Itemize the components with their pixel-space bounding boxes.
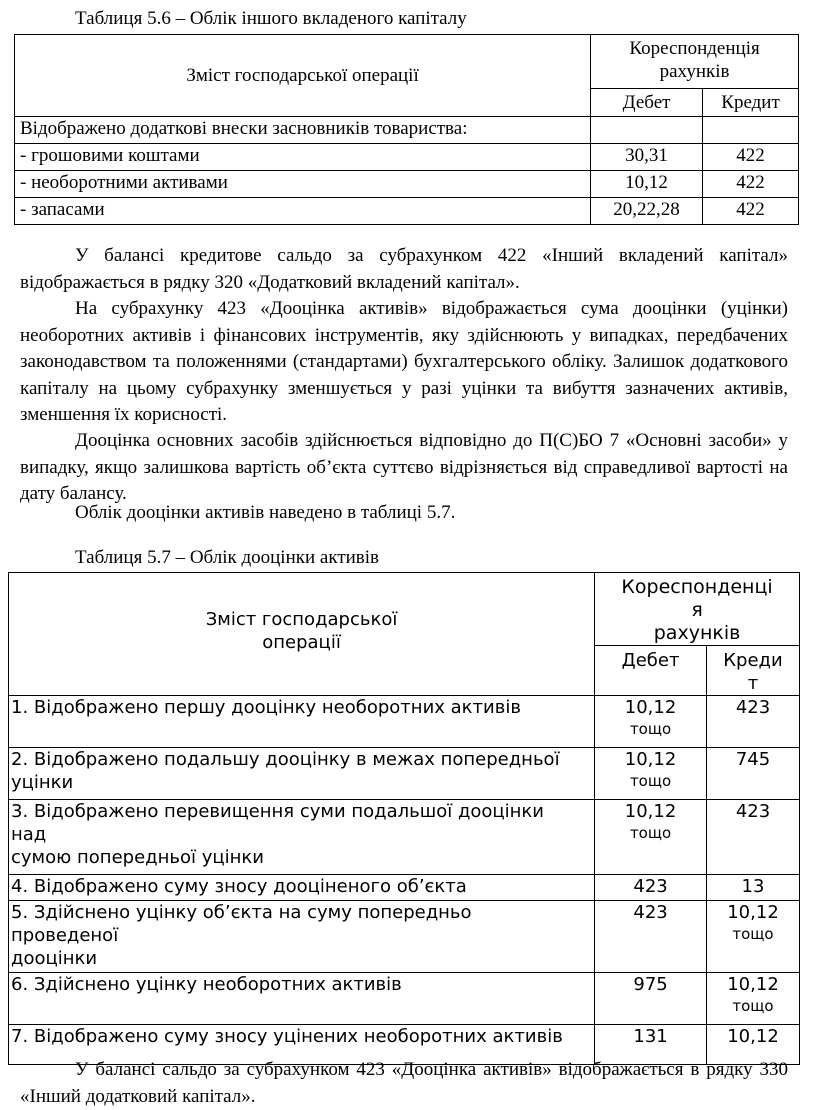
op-line: сумою попередньої уцінки xyxy=(11,847,264,868)
op-line: 2. Відображено подальшу дооцінку в межах попередньої xyxy=(11,749,560,770)
debit-value: 423 xyxy=(633,902,668,923)
table2-header-correspondence xyxy=(595,573,800,646)
table2-debit xyxy=(595,696,707,748)
op-line: 1. Відображено першу дооцінку необоротних активів xyxy=(11,697,521,718)
credit-value: 423 xyxy=(735,801,771,822)
table2-op xyxy=(9,901,595,973)
table2-credit xyxy=(707,901,800,973)
op-line: 3. Відображено перевищення суми подальшої дооцінки xyxy=(11,801,545,822)
table-row xyxy=(9,875,800,901)
table1-op: - необоротними активами xyxy=(15,171,591,198)
table2-debit xyxy=(595,973,707,1025)
table2-op xyxy=(9,748,595,800)
table2-op xyxy=(9,973,595,1025)
credit-value: 745 xyxy=(735,749,771,770)
table2-header-corr-line2: я xyxy=(691,599,703,621)
table2-credit xyxy=(707,800,800,875)
table2-header-credit xyxy=(707,646,800,696)
table1-op: - запасами xyxy=(15,198,591,225)
table2-header-op-line2: операції xyxy=(262,632,341,653)
table-row xyxy=(9,901,800,973)
debit-note: тощо xyxy=(629,772,672,790)
table1 xyxy=(14,34,799,225)
table2-header-debit: Дебет xyxy=(595,646,707,696)
table-row xyxy=(9,800,800,875)
table-row xyxy=(9,696,800,748)
table2-credit xyxy=(707,696,800,748)
op-line: 5. Здійснено уцінку об’єкта на суму попередньо xyxy=(11,902,472,923)
table-row xyxy=(9,973,800,1025)
table2-header-operation xyxy=(9,573,595,696)
op-line: над xyxy=(11,824,47,845)
table2-header-op-line1: Зміст господарської xyxy=(205,609,398,630)
table2-debit xyxy=(595,748,707,800)
debit-note: тощо xyxy=(629,824,672,842)
table1-header-debit: Дебет xyxy=(591,89,703,117)
debit-value: 131 xyxy=(633,1026,668,1047)
table1-op: Відображено додаткові внески засновників товариства: xyxy=(15,117,591,144)
table1-debit: 20,22,28 xyxy=(591,198,703,225)
table2-credit xyxy=(707,875,800,901)
table2-caption: Таблиця 5.7 – Облік дооцінки активів xyxy=(75,547,380,568)
table2-op xyxy=(9,696,595,748)
table-row xyxy=(15,198,799,225)
table1-credit xyxy=(703,117,799,144)
debit-value: 10,12 xyxy=(624,801,677,822)
credit-value: 10,12 xyxy=(727,1026,779,1047)
credit-value: 10,12 xyxy=(727,902,779,923)
table2 xyxy=(8,572,800,1065)
table2-header-corr-line1: Кореспонденці xyxy=(621,576,773,598)
paragraph-revaluation: Дооцінка основних засобів здійснюється відповідно до П(С)БО 7 «Основні засоби» у випадку, якщо залишкова вартість об’єкта суттєво відрізняється від справедливої вартості на дату балансу. xyxy=(20,430,788,504)
table1-debit xyxy=(591,117,703,144)
table1-debit: 30,31 xyxy=(591,144,703,171)
table2-debit xyxy=(595,800,707,875)
table2-debit xyxy=(595,875,707,901)
op-line: 6. Здійснено уцінку необоротних активів xyxy=(11,974,402,995)
paragraph-balance-422: У балансі кредитове сальдо за субрахунком 422 «Інший вкладений капітал» відображається в рядку 320 «Додатковий вкладений капітал». xyxy=(20,245,788,293)
debit-value: 10,12 xyxy=(624,697,677,718)
debit-note: тощо xyxy=(629,720,672,738)
paragraph-balance-423: У балансі сальдо за субрахунком 423 «Дооцінка активів» відображається в рядку 330 «Інший додатковий капітал». xyxy=(20,1059,788,1107)
table1-credit: 422 xyxy=(703,198,799,225)
table-row xyxy=(15,117,799,144)
paragraph-table-reference: Облік дооцінки активів наведено в таблиці 5.7. xyxy=(75,502,456,523)
table1-header-credit: Кредит xyxy=(703,89,799,117)
table2-credit xyxy=(707,748,800,800)
table2-clip xyxy=(8,572,801,1047)
table-row xyxy=(15,144,799,171)
table-row xyxy=(15,171,799,198)
table2-debit xyxy=(595,901,707,973)
table2-op xyxy=(9,800,595,875)
table2-header-credit-line1: Креди xyxy=(723,650,783,671)
credit-value: 423 xyxy=(735,697,771,718)
table2-header-credit-line2: т xyxy=(747,673,759,694)
table2-header-corr-line3: рахунків xyxy=(653,622,741,644)
table1-credit: 422 xyxy=(703,171,799,198)
table1-header-correspondence: Кореспонденція рахунків xyxy=(591,35,799,89)
debit-value: 10,12 xyxy=(624,749,677,770)
op-line: 7. Відображено суму зносу уцінених необоротних активів xyxy=(11,1026,563,1047)
credit-value: 13 xyxy=(741,876,765,897)
op-line: 4. Відображено суму зносу дооціненого об’єкта xyxy=(11,876,467,897)
credit-value: 10,12 xyxy=(727,974,779,995)
table1-debit: 10,12 xyxy=(591,171,703,198)
debit-value: 975 xyxy=(633,974,668,995)
table1-op: - грошовими коштами xyxy=(15,144,591,171)
op-line: проведеної xyxy=(11,925,119,946)
table1-header-operation: Зміст господарської операції xyxy=(15,35,591,117)
table1-caption: Таблиця 5.6 – Облік іншого вкладеного капіталу xyxy=(75,8,467,29)
table-row xyxy=(9,748,800,800)
credit-note: тощо xyxy=(732,997,774,1015)
op-line: уцінки xyxy=(11,772,74,793)
table2-op xyxy=(9,875,595,901)
table2-credit xyxy=(707,973,800,1025)
debit-value: 423 xyxy=(633,876,668,897)
op-line: дооцінки xyxy=(11,948,98,969)
credit-note: тощо xyxy=(732,925,774,943)
table1-credit: 422 xyxy=(703,144,799,171)
paragraph-subaccount-423: На субрахунку 423 «Дооцінка активів» відображається сума дооцінки (уцінки) необоротних активів і фінансових інструментів, яку здійснюють у випадках, передбачених законодавством та положеннями (стандартами) бухгалтерського обліку. Залишок додаткового капіталу на цьому субрахунку зменшується у разі уцінки та вибуття зазначених активів, зменшення їх корисності. xyxy=(20,298,788,425)
